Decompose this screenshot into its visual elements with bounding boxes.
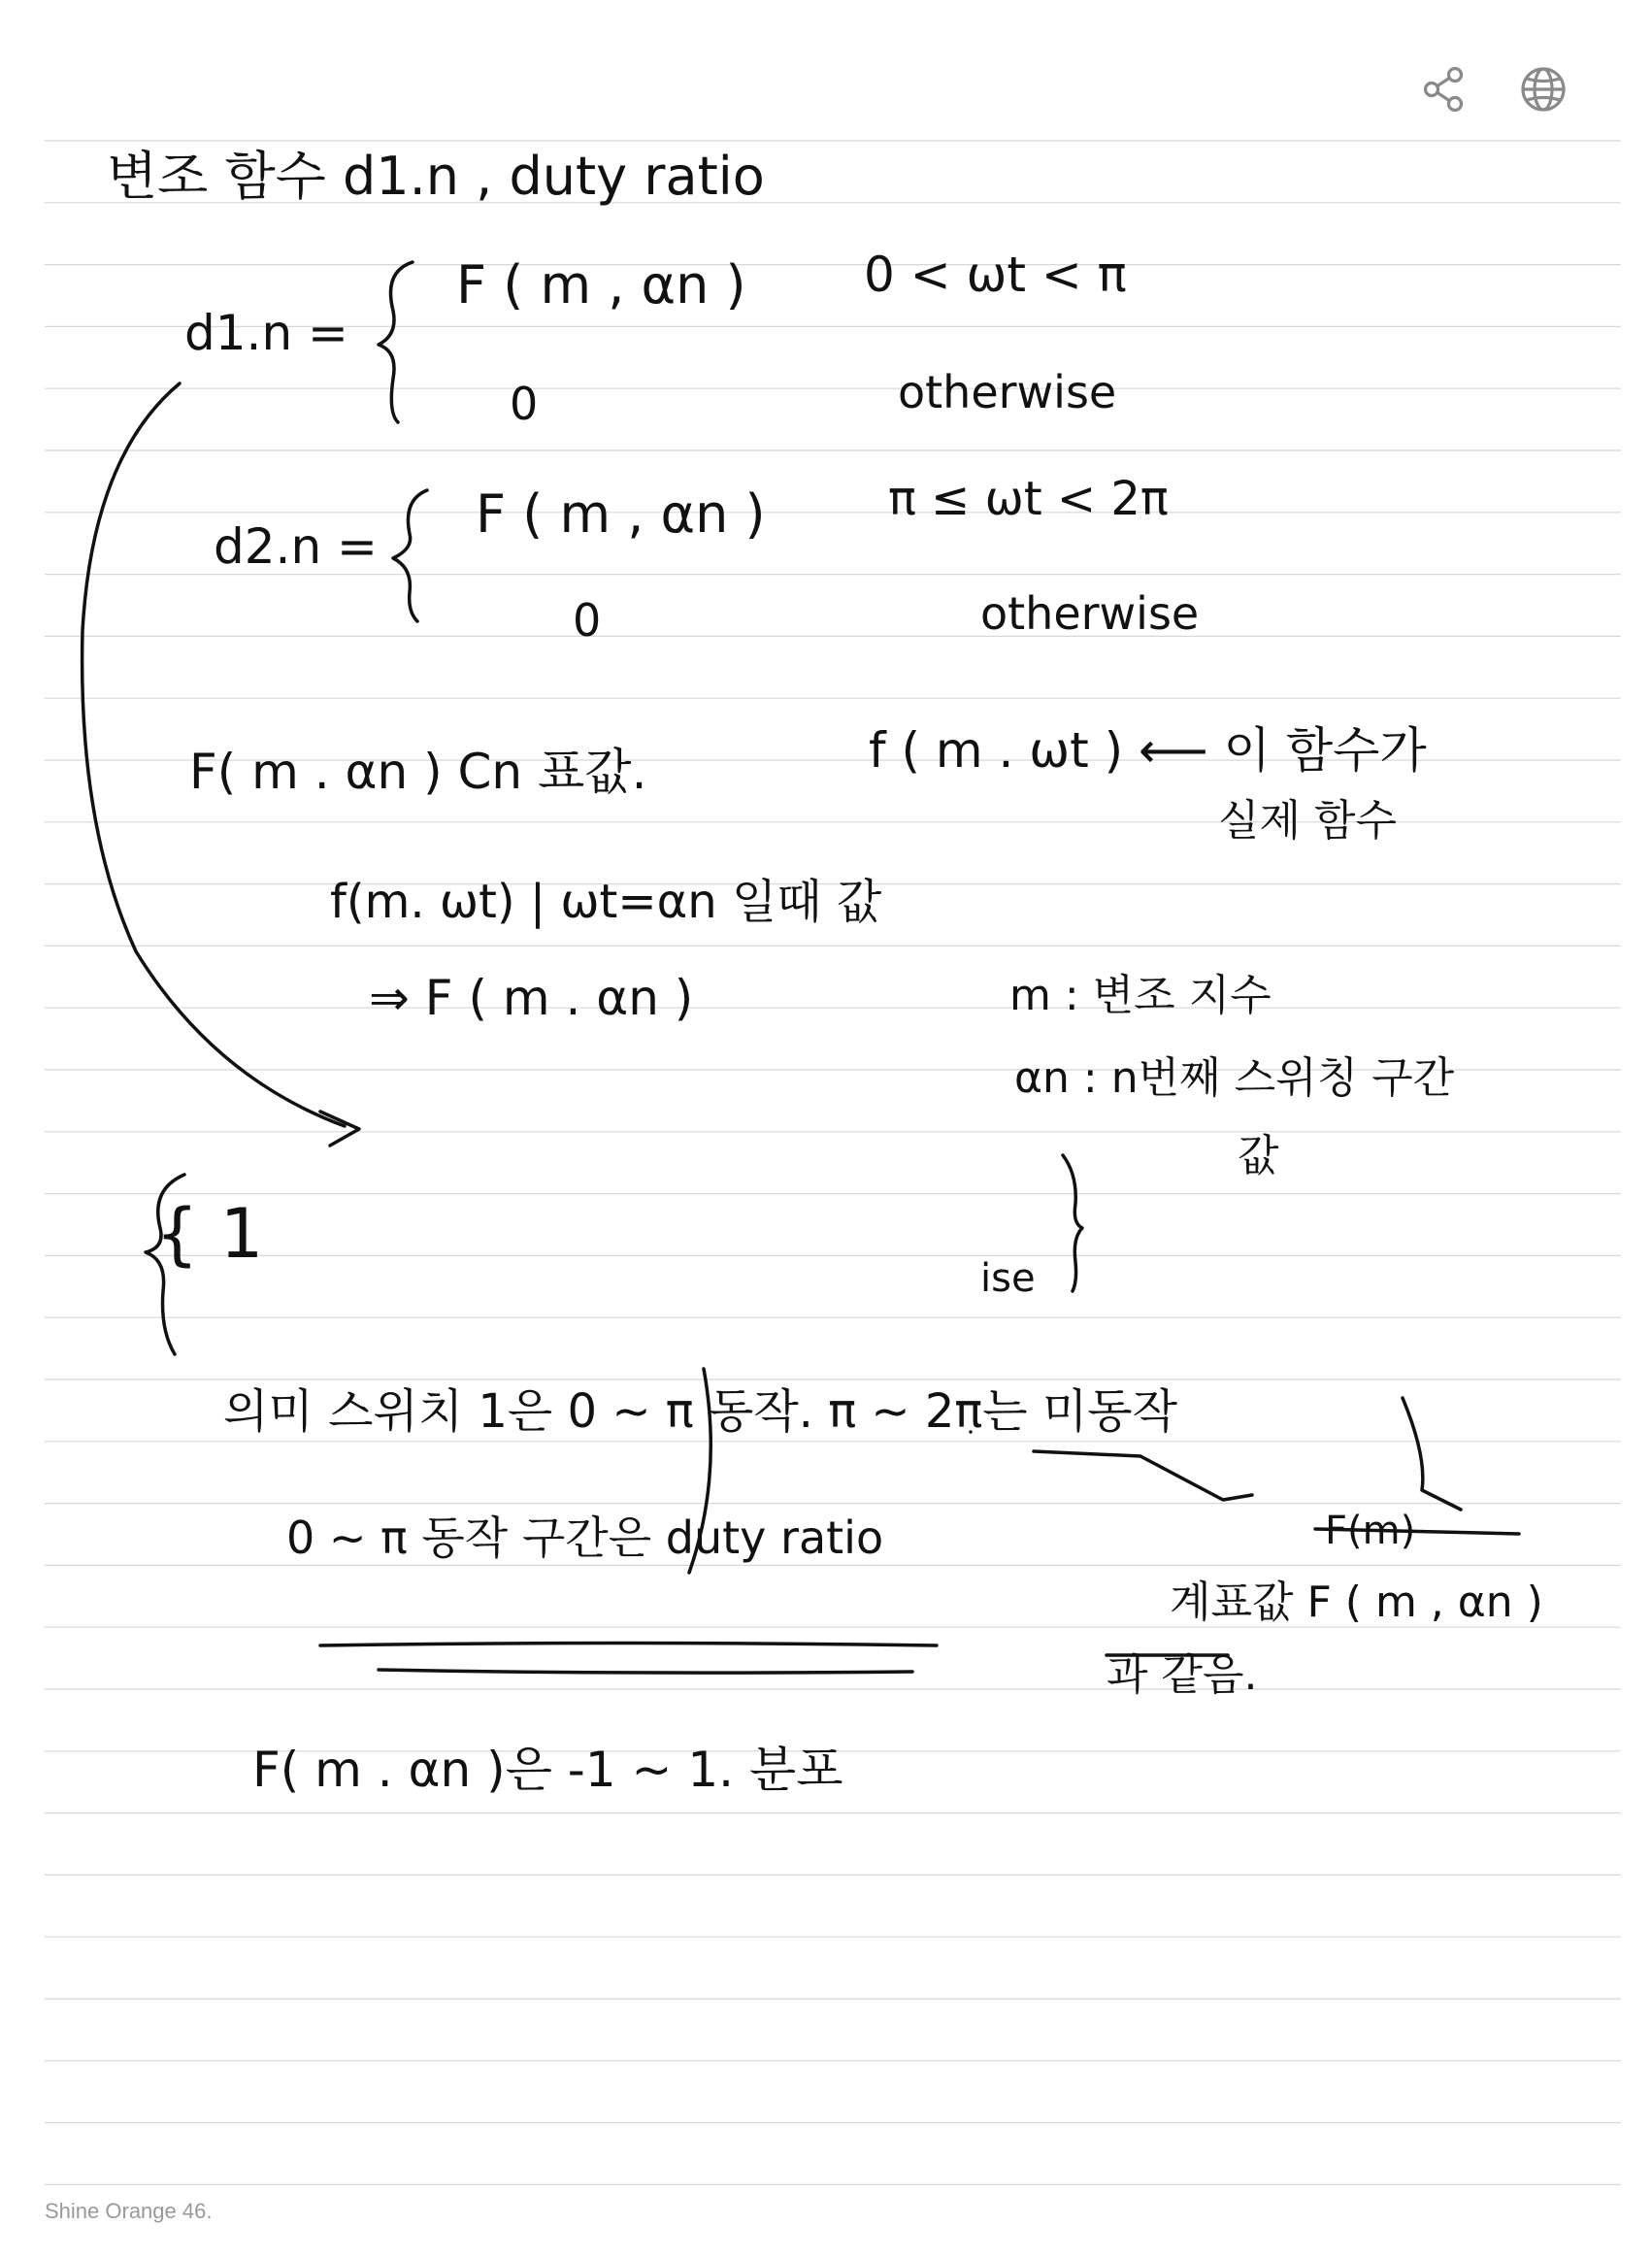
note-line-struck: F(m) (1325, 1509, 1416, 1553)
connector-line-2 (1403, 1398, 1461, 1510)
connector-line (1034, 1451, 1252, 1500)
note-line-d2-case2: 0 (573, 594, 602, 647)
note-line-d1-case1: F ( m , αn ) (456, 254, 746, 316)
arrow-head (320, 1112, 359, 1146)
note-line-d1-cond1: 0 < ωt < π (864, 247, 1127, 303)
note-line-eval: f(m. ωt) | ωt=αn 일때 값 (330, 875, 882, 929)
note-line-value: 값 (1238, 1131, 1279, 1180)
underline-2 (379, 1670, 912, 1673)
note-line-coef2: 계표값 F ( m , αn ) (1170, 1578, 1543, 1627)
note-line-d2n: d2.n = (214, 518, 378, 575)
underline-1 (320, 1644, 937, 1646)
brace-right (1063, 1155, 1082, 1291)
note-line-d1-cond2: otherwise (898, 366, 1117, 418)
note-line-duty: 0 ~ π 동작 구간은 duty ratio (286, 1512, 884, 1564)
brace-d2 (393, 490, 427, 621)
note-line-d2-case1: F ( m , αn ) (476, 483, 766, 545)
note-line-fmwt: f ( m . ωt ) ⟵ 이 함수가 (869, 722, 1427, 779)
note-line-coef: F( m . αn ) Cn 표값. (189, 744, 647, 800)
note-line-range: F( m . αn )은 -1 ~ 1. 분포 (252, 1742, 843, 1798)
note-line-same: 과 같음. (1107, 1650, 1258, 1700)
note-line-meaning: 의미 스위치 1은 0 ~ π 동작. π ~ 2π는 미동작 (223, 1384, 1178, 1439)
note-line-real-func: 실제 함수 (1218, 796, 1398, 846)
note-line-d1-case2: 0 (510, 378, 539, 430)
note-line-d2-cond2: otherwise (980, 587, 1200, 640)
note-line-ise: ise (980, 1256, 1036, 1301)
page-footer: Shine Orange 46. (45, 2199, 213, 2223)
note-line-d1n: d1.n = (184, 305, 348, 361)
note-line-brace-one: { 1 (155, 1194, 264, 1274)
note-line-alpha: αn : n번째 스위칭 구간 (1014, 1053, 1455, 1103)
note-line-implies: ⇒ F ( m . αn ) (369, 970, 694, 1026)
note-line-m: m : 변조 지수 (1009, 971, 1272, 1020)
note-line-d2-cond1: π ≤ ωt < 2π (888, 472, 1169, 526)
brace-d1 (379, 262, 413, 422)
note-line-title: 변조 함수 d1.n , duty ratio (107, 146, 765, 207)
